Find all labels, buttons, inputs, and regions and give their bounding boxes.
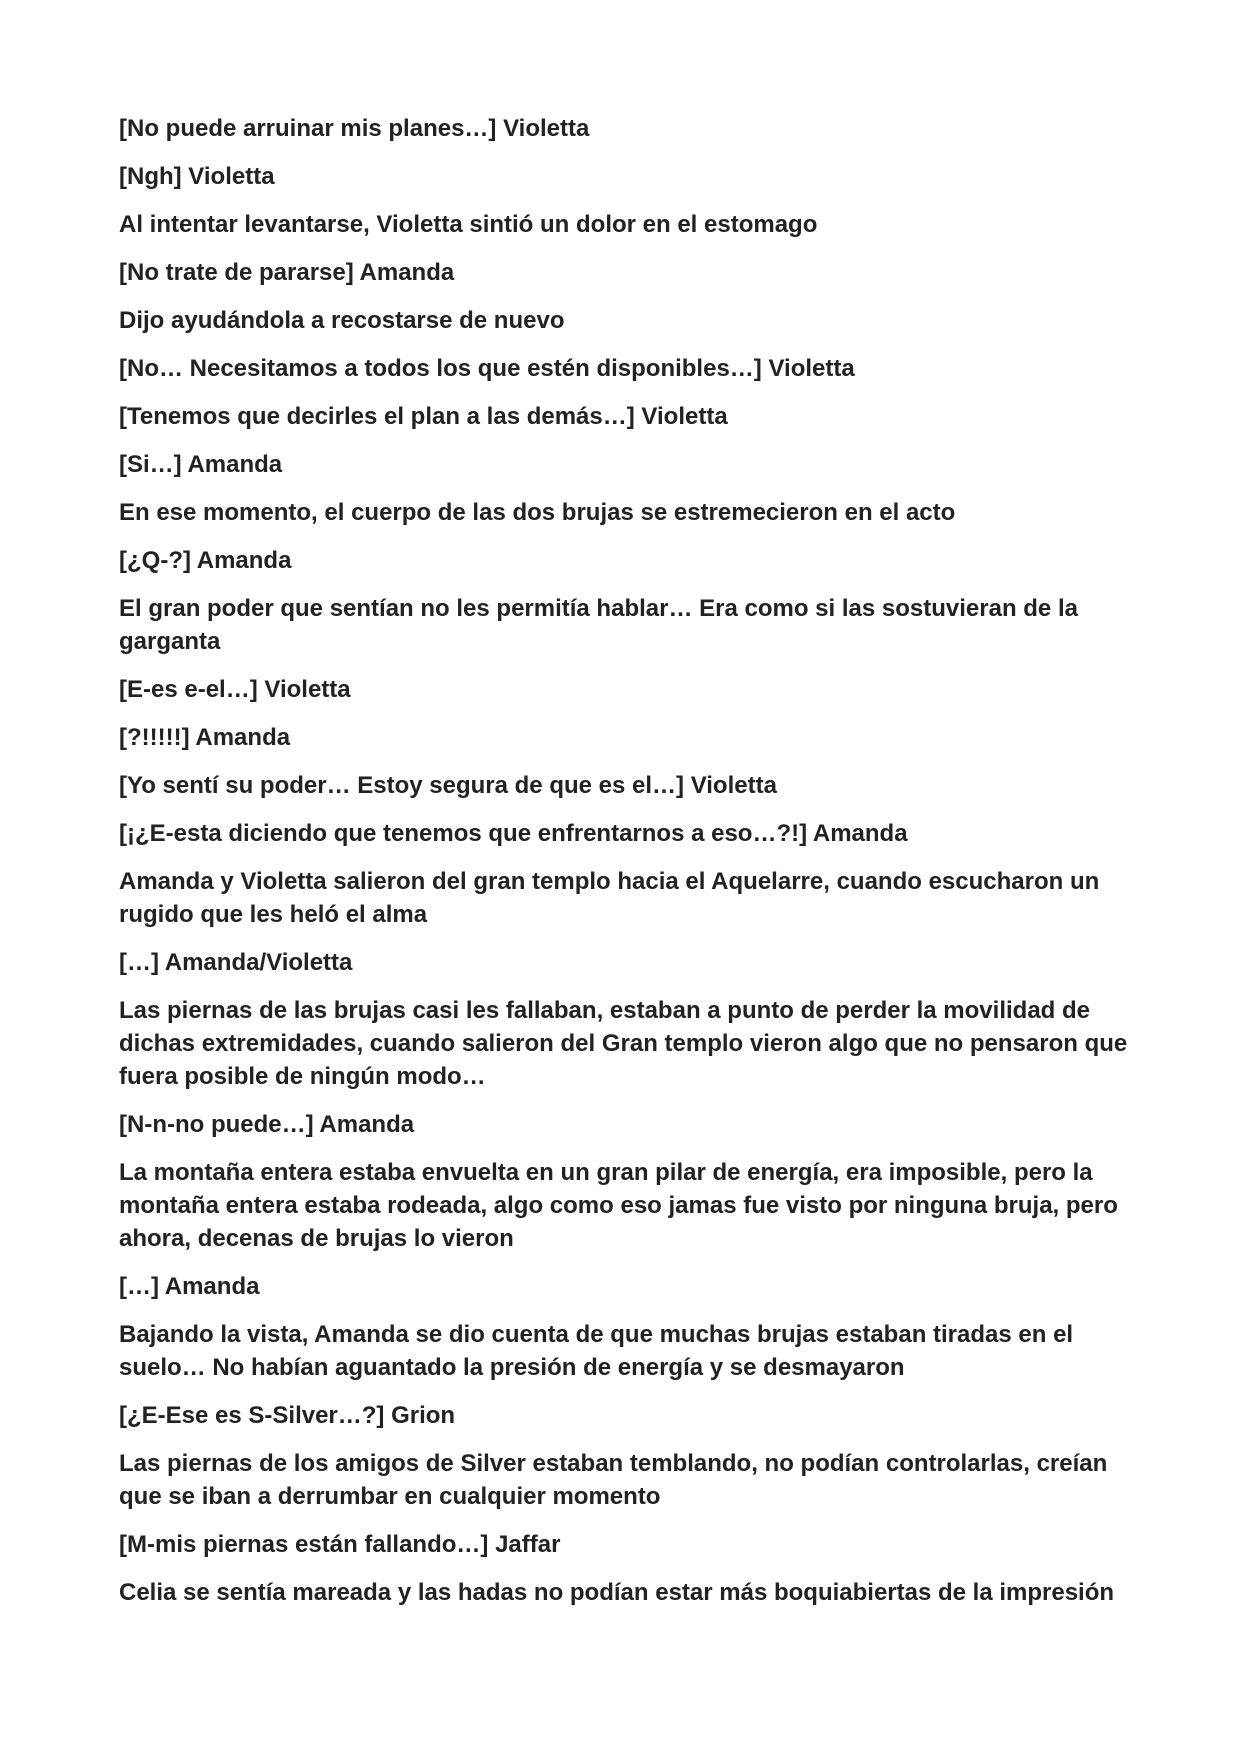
paragraph-16: Amanda y Violetta salieron del gran templo hacia el Aquelarre, cuando escucharon un rugido que les heló el alma: [119, 868, 1100, 928]
paragraph-22: Bajando la vista, Amanda se dio cuenta de que muchas brujas estaban tiradas en el suelo… No habían aguantado la presión de energía y se desmayaron: [119, 1321, 1074, 1381]
paragraph-4: [No trate de pararse] Amanda: [119, 259, 455, 286]
paragraph-20: La montaña entera estaba envuelta en un gran pilar de energía, era imposible, pero la montaña entera estaba rodeada, algo como eso jamas fue visto por ninguna bruja, pero ahora, decenas de brujas lo vieron: [119, 1159, 1118, 1252]
paragraph-6: [No… Necesitamos a todos los que estén disponibles…] Violetta: [119, 355, 855, 382]
paragraph-25: [M-mis piernas están fallando…] Jaffar: [119, 1531, 561, 1558]
paragraph-21: […] Amanda: [119, 1273, 260, 1300]
paragraph-7: [Tenemos que decirles el plan a las demás…] Violetta: [119, 403, 728, 430]
paragraph-10: [¿Q-?] Amanda: [119, 547, 292, 574]
paragraph-8: [Si…] Amanda: [119, 451, 283, 478]
paragraph-5: Dijo ayudándola a recostarse de nuevo: [119, 307, 565, 334]
paragraph-2: [Ngh] Violetta: [119, 163, 275, 190]
paragraph-12: [E-es e-el…] Violetta: [119, 676, 351, 703]
paragraph-23: [¿E-Ese es S-Silver…?] Grion: [119, 1402, 456, 1429]
paragraph-18: Las piernas de las brujas casi les fallaban, estaban a punto de perder la movilidad de dichas extremidades, cuando salieron del Gran templo vieron algo que no pensaron que fuera posible de ningún modo…: [119, 997, 1128, 1090]
paragraph-3: Al intentar levantarse, Violetta sintió un dolor en el estomago: [119, 211, 818, 238]
paragraph-26: Celia se sentía mareada y las hadas no podían estar más boquiabiertas de la impresión: [119, 1579, 1115, 1606]
paragraph-9: En ese momento, el cuerpo de las dos brujas se estremecieron en el acto: [119, 499, 956, 526]
paragraph-11: El gran poder que sentían no les permitía hablar… Era como si las sostuvieran de la garganta: [119, 595, 1078, 655]
paragraph-14: [Yo sentí su poder… Estoy segura de que es el…] Violetta: [119, 772, 777, 799]
paragraph-19: [N-n-no puede…] Amanda: [119, 1111, 415, 1138]
paragraph-15: [¡¿E-esta diciendo que tenemos que enfrentarnos a eso…?!] Amanda: [119, 820, 908, 847]
paragraph-17: […] Amanda/Violetta: [119, 949, 353, 976]
paragraph-24: Las piernas de los amigos de Silver estaban temblando, no podían controlarlas, creían que se iban a derrumbar en cualquier momento: [119, 1450, 1108, 1510]
paragraph-1: [No puede arruinar mis planes…] Violetta: [119, 115, 590, 142]
paragraph-13: [?!!!!!] Amanda: [119, 724, 291, 751]
document-page: [119, 112, 1129, 1624]
